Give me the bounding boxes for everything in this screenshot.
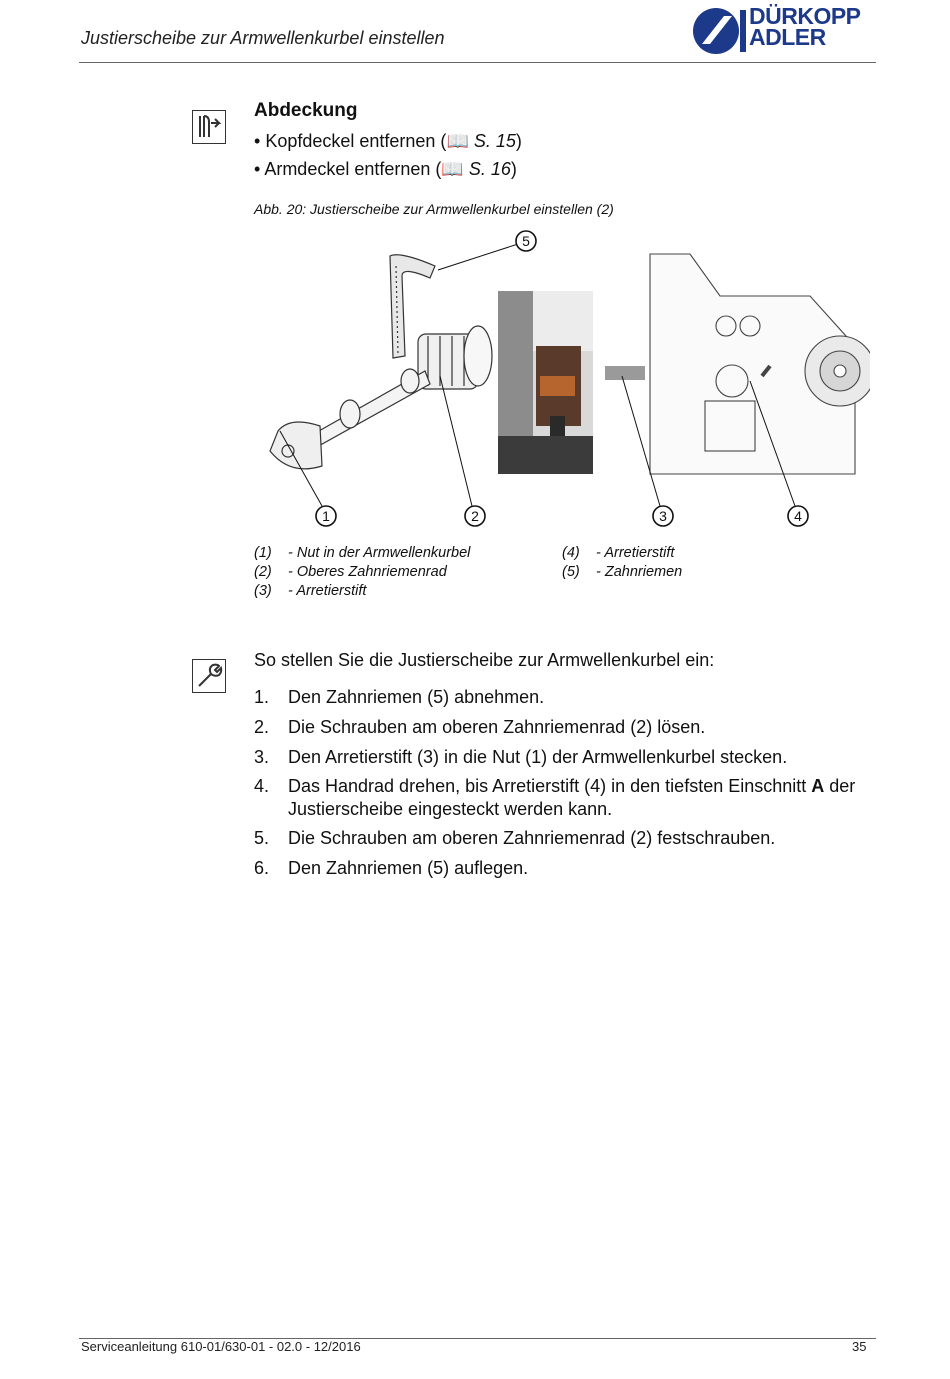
- procedure-step-3: [254, 746, 864, 769]
- page-number: 35: [852, 1339, 867, 1354]
- procedure-step-4: [254, 775, 864, 821]
- cover-removal-icon: [192, 110, 226, 144]
- step-bold-marker: A: [811, 776, 825, 796]
- photo-clamp-detail: [498, 291, 645, 474]
- procedure-step-6: [254, 857, 864, 880]
- legend-text: - Arretierstift: [288, 583, 367, 599]
- procedure-step-5: [254, 827, 864, 850]
- brand-line-1: DÜRKOPP: [749, 3, 861, 29]
- legend-number: (2): [254, 564, 272, 580]
- legend-item-1: [254, 545, 470, 561]
- step-text: Den Arretierstift (3) in die Nut (1) der Armwellenkurbel stecken.: [288, 747, 788, 767]
- procedure-step-2: [254, 716, 864, 739]
- brand-name: [749, 3, 861, 50]
- book-icon: 📖: [441, 159, 464, 179]
- callout-label: 3: [659, 508, 667, 524]
- step-number: 4.: [254, 776, 270, 796]
- legend-item-2: [254, 564, 447, 580]
- callout-label: 1: [322, 508, 330, 524]
- bullet-close: ): [510, 159, 517, 179]
- footer-document-id: Serviceanleitung 610-01/630-01 - 02.0 - 12/2016: [81, 1339, 361, 1354]
- wrench-icon: [192, 659, 226, 693]
- callout-1: [316, 506, 336, 526]
- cover-bullet-2: • Armdeckel entfernen (📖 S. 16): [254, 159, 517, 179]
- page-header-title: Justierscheibe zur Armwellenkurbel einstellen: [81, 28, 445, 48]
- legend-number: (1): [254, 545, 272, 561]
- figure-caption: Abb. 20: Justierscheibe zur Armwellenkurbel einstellen (2): [254, 201, 614, 217]
- procedure-intro: So stellen Sie die Justierscheibe zur Armwellenkurbel ein:: [254, 650, 715, 670]
- callout-label: 2: [471, 508, 479, 524]
- bullet-text: Kopfdeckel entfernen (: [265, 131, 447, 151]
- callout-label: 5: [522, 233, 530, 249]
- exploded-shaft-drawing: [270, 255, 492, 469]
- step-text: Die Schrauben am oberen Zahnriemenrad (2) festschrauben.: [288, 828, 776, 848]
- machine-arm-drawing: [650, 254, 870, 474]
- procedure-step-1: [254, 686, 864, 709]
- legend-number: (4): [562, 545, 580, 561]
- bullet-close: ): [515, 131, 522, 151]
- legend-item-4: [562, 545, 674, 561]
- callout-2: [465, 506, 485, 526]
- step-number: 6.: [254, 858, 270, 878]
- legend-number: (5): [562, 564, 580, 580]
- legend-text: - Zahnriemen: [596, 564, 683, 580]
- step-text: Die Schrauben am oberen Zahnriemenrad (2) lösen.: [288, 717, 706, 737]
- callout-3: [653, 506, 673, 526]
- step-text-continued: der Justierscheibe eingesteckt werden kann.: [288, 776, 856, 819]
- cover-bullet-1: • Kopfdeckel entfernen (📖 S. 15): [254, 131, 522, 151]
- bullet-text: Armdeckel entfernen (: [264, 159, 442, 179]
- legend-text: - Oberes Zahnriemenrad: [288, 564, 447, 580]
- page-reference-link[interactable]: S. 16: [468, 159, 511, 179]
- callout-5: [516, 231, 536, 251]
- legend-item-3: [254, 583, 366, 599]
- page-reference-link[interactable]: S. 15: [473, 131, 516, 151]
- callout-label: 4: [794, 508, 802, 524]
- step-number: 2.: [254, 717, 270, 737]
- callout-4: [788, 506, 808, 526]
- step-text: Den Zahnriemen (5) auflegen.: [288, 858, 529, 878]
- step-number: 5.: [254, 828, 270, 848]
- step-number: 3.: [254, 747, 270, 767]
- figure-illustration: [250, 226, 870, 536]
- cover-heading: Abdeckung: [254, 100, 358, 121]
- brand-line-2: ADLER: [749, 24, 826, 50]
- step-number: 1.: [254, 687, 270, 707]
- legend-text: - Arretierstift: [596, 545, 675, 561]
- book-icon: 📖: [446, 131, 469, 151]
- header-divider: [79, 62, 876, 63]
- step-text: Das Handrad drehen, bis Arretierstift (4) in den tiefsten Einschnitt: [288, 776, 812, 796]
- legend-number: (3): [254, 583, 272, 599]
- legend-item-5: [562, 564, 682, 580]
- legend-text: - Nut in der Armwellenkurbel: [288, 545, 471, 561]
- step-text: Den Zahnriemen (5) abnehmen.: [288, 687, 545, 707]
